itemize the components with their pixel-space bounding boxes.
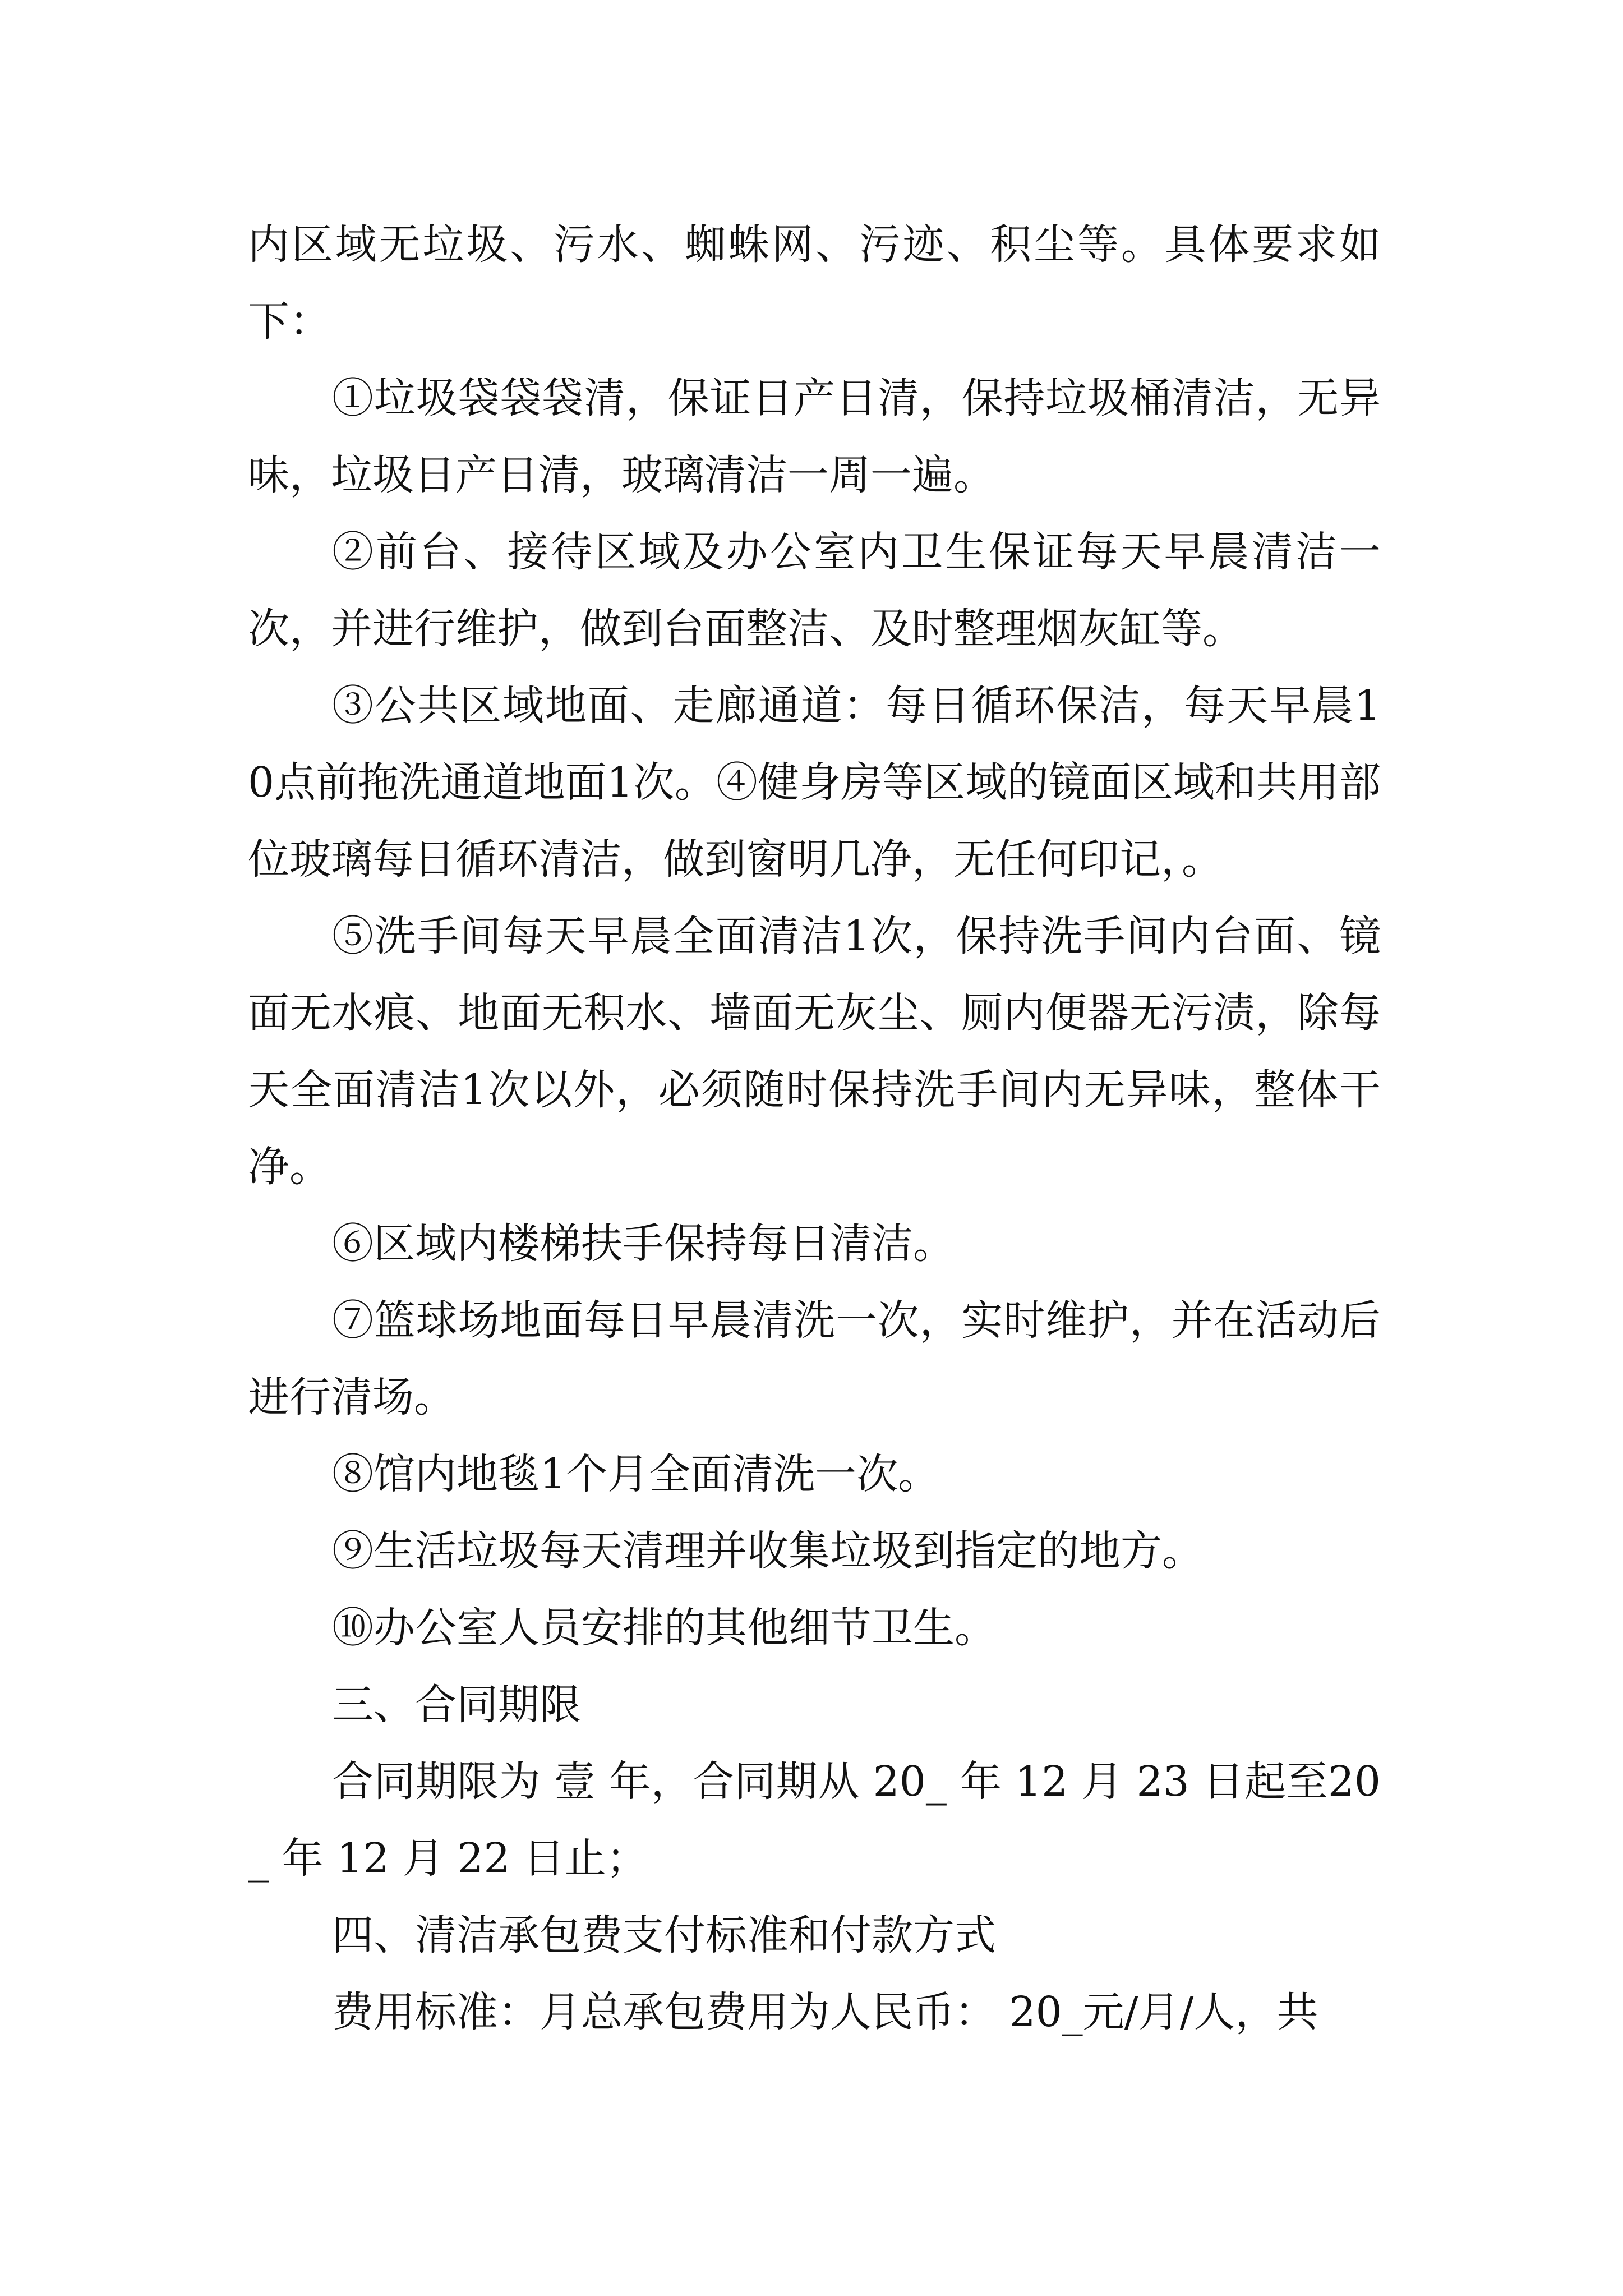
paragraph-item-10: ⑩办公室人员安排的其他细节卫生。: [332, 1604, 996, 1652]
paragraph-item-8: ⑧馆内地毯1个月全面清洗一次。: [332, 1450, 940, 1498]
section-heading-payment: 四、清洁承包费支付标准和付款方式: [332, 1911, 996, 1959]
paragraph-item-9: ⑨生活垃圾每天清理并收集垃圾到指定的地方。: [332, 1527, 1204, 1575]
section-heading-contract-term: 三、合同期限: [332, 1681, 581, 1729]
paragraph-item-6: ⑥区域内楼梯扶手保持每日清洁。: [332, 1220, 955, 1268]
paragraph-item-7: ⑦篮球场地面每日早晨清洗一次，实时维护，并在活动后进行清场。: [248, 1296, 1381, 1421]
paragraph-item-1: ①垃圾袋袋袋清，保证日产日清，保持垃圾桶清洁，无异味，垃圾日产日清，玻璃清洁一周一遍。: [248, 374, 1381, 499]
paragraph-intro: 内区域无垃圾、污水、蜘蛛网、污迹、积尘等。具体要求如下：: [248, 220, 1381, 346]
paragraph-contract-term: 合同期限为 壹 年，合同期从 20_ 年 12 月 23 日起至20_ 年 12 月 22 日止；: [248, 1757, 1381, 1883]
paragraph-item-5: ⑤洗手间每天早晨全面清洁1次，保持洗手间内台面、镜面无水痕、地面无积水、墙面无灰尘、厕内便器无污渍，除每天全面清洁1次以外，必须随时保持洗手间内无异味，整体干净。: [248, 912, 1381, 1191]
document-body: [248, 206, 1381, 2051]
paragraph-item-3-4: ③公共区域地面、走廊通道：每日循环保洁，每天早晨10点前拖洗通道地面1次。④健身房等区域的镜面区域和共用部位玻璃每日循环清洁，做到窗明几净，无任何印记，。: [248, 682, 1381, 884]
paragraph-fee-standard: 费用标准：月总承包费用为人民币： 20_元/月/人，共: [332, 1988, 1318, 2036]
paragraph-item-2: ②前台、接待区域及办公室内卫生保证每天早晨清洁一次，并进行维护，做到台面整洁、及时整理烟灰缸等。: [248, 528, 1381, 653]
